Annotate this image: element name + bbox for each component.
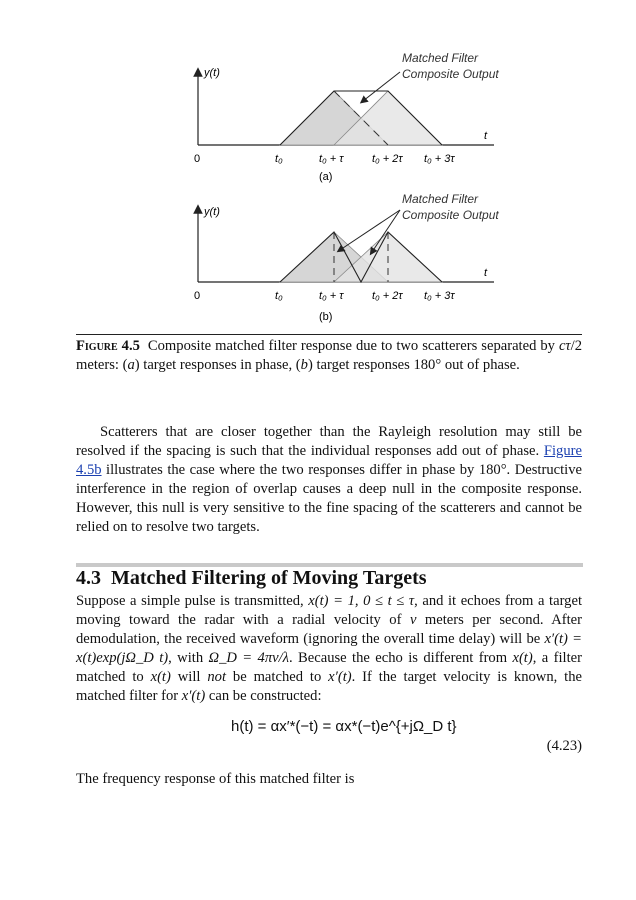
figure-link[interactable]: Figure 4.5b <box>76 443 582 478</box>
tick-label: t₀ + τ <box>319 153 344 165</box>
caption-text: ) target responses 180° out of phase. <box>307 357 520 373</box>
x-label: t <box>484 267 488 279</box>
caption-math: a <box>127 357 135 373</box>
figure-svg <box>0 0 636 330</box>
inline-math: x(t) <box>150 669 171 685</box>
paragraph-text: illustrates the case where the two responses differ in phase by 180°. Destructive interference in the region of overlap causes a deep null in the composite response. However, this null is very sensitive to the fine spacing of the scatterers and cannot be relied on to resolve two targets. <box>76 462 582 535</box>
paragraph-text: , a filter matched to <box>76 650 583 685</box>
equation-number: (4.23) <box>546 738 582 754</box>
inline-math: v <box>409 612 417 628</box>
section-number: 4.3 <box>76 567 101 589</box>
paragraph-text: Scatterers that are closer together than the Rayleigh resolution may still be resolved if the spacing is such that the individual responses add out of phase. <box>76 424 582 459</box>
paragraph-frequency-response: The frequency response of this matched filter is <box>76 771 355 787</box>
tick-label: t₀ + τ <box>319 290 344 302</box>
tick-label: t₀ + 3τ <box>424 153 455 165</box>
caption-math: b <box>300 357 308 373</box>
annotation-leader <box>363 72 400 101</box>
annotation-line1: Matched Filter <box>402 192 479 206</box>
y-label: y(t) <box>204 67 220 79</box>
inline-math: x(t) <box>512 650 533 666</box>
origin-label: 0 <box>194 153 201 165</box>
y-label: y(t) <box>204 206 220 218</box>
inline-math: x′(t) = x(t)exp(jΩ_D t) <box>76 631 582 666</box>
x-label: t <box>484 130 488 142</box>
inline-math: Ω_D = 4πv/λ <box>208 650 289 666</box>
panel-label: (a) <box>319 171 333 183</box>
inline-math: x′(t) <box>181 688 206 704</box>
paragraph-text: will <box>170 669 208 685</box>
paragraph-moving-targets <box>76 592 582 706</box>
caption-text: /2 meters: ( <box>76 338 583 373</box>
paragraph-text: . Because the echo is different from <box>289 650 513 666</box>
paragraph-rayleigh <box>76 423 582 537</box>
emphasis: not <box>207 669 227 685</box>
tick-label: t₀ + 2τ <box>372 290 403 302</box>
paragraph-text: , with <box>168 650 209 666</box>
panel-label: (b) <box>319 311 333 323</box>
paragraph-text: meters per second. After demodulation, the received waveform (ignoring the overall time delay) will be <box>76 612 582 647</box>
paragraph-text: . If the target velocity is known, the matched filter for <box>76 669 583 704</box>
paragraph-text: be matched to <box>226 669 329 685</box>
paragraph-text: , and it echoes from a target moving toward the radar with a radial velocity of <box>76 593 583 628</box>
caption-text: Composite matched filter response due to two scatterers separated by <box>147 338 559 354</box>
annotation-line1: Matched Filter <box>402 51 479 65</box>
caption-text: ) target responses in phase, ( <box>134 357 301 373</box>
tick-label: t₀ + 3τ <box>424 290 455 302</box>
figure-caption <box>76 334 582 375</box>
inline-math: x′(t) <box>328 669 352 685</box>
tick-label: t₀ <box>275 153 283 165</box>
tick-label: t₀ <box>275 290 283 302</box>
inline-math: x(t) = 1, 0 ≤ t ≤ τ <box>308 593 415 609</box>
panel-a <box>194 51 499 183</box>
annotation-line2: Composite Output <box>402 67 499 81</box>
section-heading <box>76 567 427 590</box>
figure-label: Figure 4.5 <box>76 338 140 354</box>
annotation-line2: Composite Output <box>402 208 499 222</box>
paragraph-text: Suppose a simple pulse is transmitted, <box>76 593 309 609</box>
figure-4-5 <box>0 0 636 330</box>
equation-4-23: h(t) = αx′*(−t) = αx*(−t)e^{+jΩ_D t} <box>231 718 457 735</box>
section-title: Matched Filtering of Moving Targets <box>111 567 427 589</box>
origin-label: 0 <box>194 290 201 302</box>
paragraph-text: can be constructed: <box>205 688 322 704</box>
tick-label: t₀ + 2τ <box>372 153 403 165</box>
caption-math: cτ <box>558 338 571 354</box>
panel-b <box>194 192 499 323</box>
